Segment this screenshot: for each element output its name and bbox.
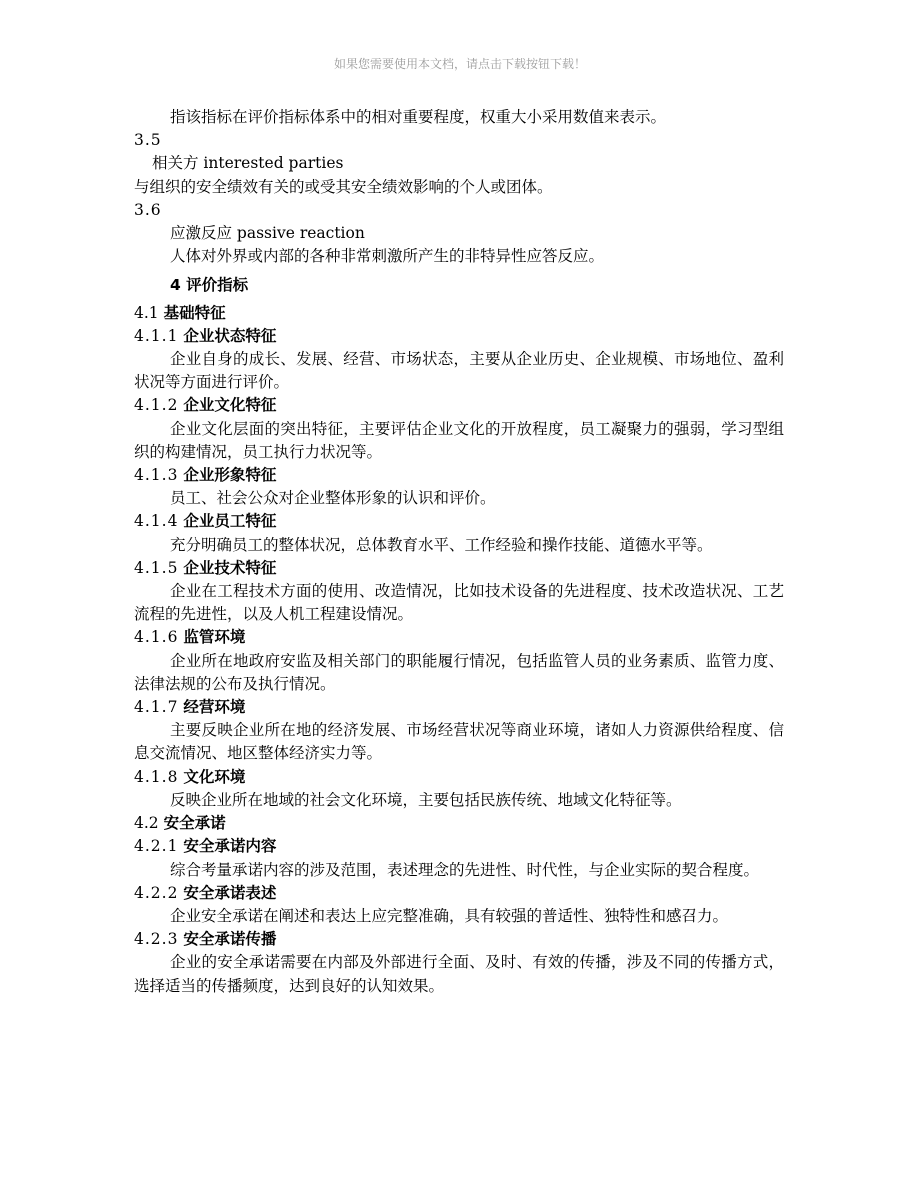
section-number: 4.1.3 — [134, 466, 179, 485]
section-4-1-2-body: 企业文化层面的突出特征，主要评估企业文化的开放程度，员工凝聚力的强弱，学习型组织的构建情况，员工执行力状况等。 — [134, 419, 784, 461]
section-number: 4.2.1 — [134, 837, 179, 856]
section-title: 企业员工特征 — [183, 512, 277, 531]
section-title: 监管环境 — [183, 628, 246, 647]
section-4-1-8-heading — [134, 766, 784, 789]
section-4-2-3-body: 企业的安全承诺需要在内部及外部进行全面、及时、有效的传播，涉及不同的传播方式，选择适当的传播频度，达到良好的认知效果。 — [134, 953, 784, 995]
section-number: 4.1.1 — [134, 326, 179, 345]
section-number: 4.2 — [134, 814, 159, 833]
section-title: 企业技术特征 — [183, 558, 277, 577]
section-title: 安全承诺 — [163, 814, 226, 833]
section-number: 4.1 — [134, 303, 159, 322]
section-4-1-5-body: 企业在工程技术方面的使用、改造情况，比如技术设备的先进程度、技术改造状况、工艺流程的先进性，以及人机工程建设情况。 — [134, 582, 784, 624]
section-4-1-7-body: 主要反映企业所在地的经济发展、市场经营状况等商业环境，诸如人力资源供给程度、信息交流情况、地区整体经济实力等。 — [134, 721, 784, 763]
section-3-5-definition: 与组织的安全绩效有关的或受其安全绩效影响的个人或团体。 — [134, 177, 553, 196]
section-4-2-2-heading — [134, 882, 784, 905]
section-4-1-6-body: 企业所在地政府安监及相关部门的职能履行情况，包括监管人员的业务素质、监管力度、法律法规的公布及执行情况。 — [134, 651, 784, 693]
section-4-1-1-body: 企业自身的成长、发展、经营、市场状态，主要从企业历史、企业规模、市场地位、盈利状况等方面进行评价。 — [134, 350, 784, 392]
section-4-1-8-body: 反映企业所在地域的社会文化环境，主要包括民族传统、地域文化特征等。 — [170, 790, 682, 809]
section-4-1-7-heading — [134, 696, 784, 719]
section-title: 基础特征 — [163, 303, 226, 322]
section-title: 文化环境 — [183, 767, 246, 786]
section-4-2-1-heading — [134, 835, 784, 858]
section-number: 4.2.2 — [134, 883, 179, 902]
section-4-1-5-heading — [134, 557, 784, 580]
section-3-6-term: 应激反应 passive reaction — [170, 224, 365, 243]
section-3-5-number: 3.5 — [134, 131, 162, 150]
section-number: 4.1.6 — [134, 628, 179, 647]
section-title: 企业形象特征 — [183, 466, 277, 485]
section-title: 经营环境 — [183, 698, 246, 717]
chapter-4-heading: 4 评价指标 — [170, 276, 249, 295]
download-notice: 如果您需要使用本文档，请点击下载按钮下载！ — [333, 57, 586, 71]
section-4-1-3-heading — [134, 464, 784, 487]
section-4-1-4-body: 充分明确员工的整体状况，总体教育水平、工作经验和操作技能、道德水平等。 — [170, 535, 713, 554]
section-title: 安全承诺内容 — [183, 837, 277, 856]
section-4-1-1-heading — [134, 325, 784, 348]
section-title: 企业文化特征 — [183, 396, 277, 415]
section-number: 4.1.2 — [134, 396, 179, 415]
section-4-2-heading — [134, 812, 784, 835]
section-3-6-definition: 人体对外界或内部的各种非常刺激所产生的非特异性应答反应。 — [170, 247, 605, 266]
section-4-1-4-heading — [134, 510, 784, 533]
document-body — [134, 106, 784, 998]
section-4-2-2-body: 企业安全承诺在阐述和表达上应完整准确，具有较强的普适性、独特性和感召力。 — [170, 906, 729, 925]
section-3-4-definition: 指该指标在评价指标体系中的相对重要程度，权重大小采用数值来表示。 — [170, 108, 667, 126]
section-4-1-3-body: 员工、社会公众对企业整体形象的认识和评价。 — [170, 489, 496, 508]
section-4-2-1-body: 综合考量承诺内容的涉及范围，表述理念的先进性、时代性，与企业实际的契合程度。 — [170, 860, 760, 879]
section-3-6-number: 3.6 — [134, 200, 162, 219]
section-number: 4.1.5 — [134, 558, 179, 577]
section-4-1-heading — [134, 302, 784, 325]
section-number: 4.1.4 — [134, 512, 179, 531]
section-title: 安全承诺表述 — [183, 883, 277, 902]
section-4-2-3-heading — [134, 928, 784, 951]
section-number: 4.2.3 — [134, 930, 179, 949]
section-title: 安全承诺传播 — [183, 930, 277, 949]
section-4-1-2-heading — [134, 394, 784, 417]
section-title: 企业状态特征 — [183, 326, 277, 345]
section-number: 4.1.8 — [134, 767, 179, 786]
section-number: 4.1.7 — [134, 698, 179, 717]
section-4-1-6-heading — [134, 626, 784, 649]
section-3-5-term: 相关方 interested parties — [152, 154, 344, 173]
